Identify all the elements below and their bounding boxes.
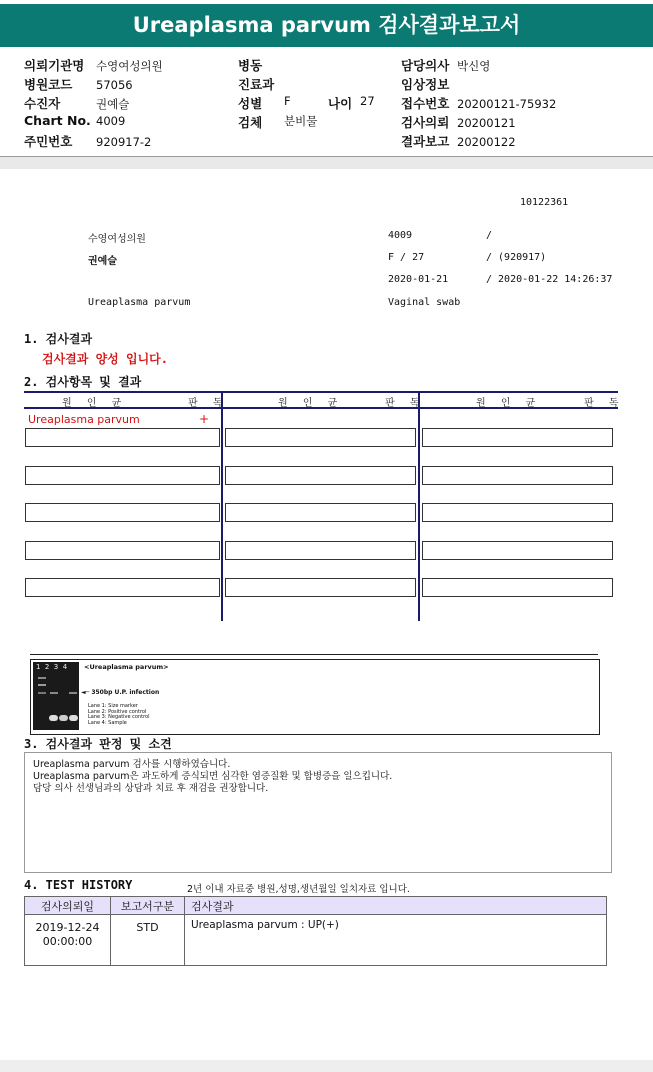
opinion-box xyxy=(24,752,612,873)
gel-legend-item: Lane 3: Negative control xyxy=(88,714,150,720)
section3-heading: 3. 검사결과 판정 및 소견 xyxy=(24,737,172,751)
opinion-line: Ureaplasma parvum 검사를 시행하였습니다. xyxy=(33,759,231,770)
doc-birth: / (920917) xyxy=(486,252,547,263)
section1-heading: 1. 검사결과 xyxy=(24,332,93,346)
history-result: Ureaplasma parvum : UP(+) xyxy=(185,915,607,966)
result-cell xyxy=(25,428,220,447)
result-cell xyxy=(422,578,613,597)
col-judge-2: 판 독 xyxy=(385,398,426,409)
value-report-date: 20200122 xyxy=(457,135,516,149)
gel-band xyxy=(59,715,68,721)
gel-legend xyxy=(88,704,150,726)
result-cell xyxy=(422,428,613,447)
table-col-divider-1 xyxy=(221,391,223,621)
doc-received: 2020-01-21 xyxy=(388,274,449,285)
label-resident-no: 주민번호 xyxy=(24,134,73,149)
result-cell xyxy=(25,578,220,597)
value-receipt-no: 20200121-75932 xyxy=(457,97,557,111)
doc-sex-age: F / 27 xyxy=(388,252,425,263)
label-ward: 병동 xyxy=(238,58,263,73)
value-doctor: 박신영 xyxy=(457,59,491,73)
value-specimen: 분비물 xyxy=(284,114,318,128)
gel-legend-item: Lane 2: Positive control xyxy=(88,708,147,715)
col-pathogen-2: 원 인 균 xyxy=(278,398,344,409)
result-cell xyxy=(25,541,220,560)
label-doctor: 담당의사 xyxy=(401,58,450,73)
opinion-line: 담당 의사 선생님과의 상담과 치료 후 재검을 권장합니다. xyxy=(33,783,269,794)
result-cell xyxy=(422,466,613,485)
history-note: 2년 이내 자료중 병원,성명,생년월일 일치자료 입니다. xyxy=(187,884,410,895)
value-request-date: 20200121 xyxy=(457,116,516,130)
label-receipt-no: 접수번호 xyxy=(401,96,450,111)
result-cell xyxy=(25,503,220,522)
doc-slash: / xyxy=(486,230,493,241)
result-cell xyxy=(225,428,416,447)
label-dept: 진료과 xyxy=(238,77,275,92)
doc-reported: / 2020-01-22 14:26:37 xyxy=(486,274,613,285)
value-sex: F xyxy=(284,94,291,108)
report-title: Ureaplasma parvum 검사결과보고서 xyxy=(0,4,653,47)
history-type: STD xyxy=(111,915,185,966)
history-table xyxy=(24,896,607,966)
doc-patient: 권예슬 xyxy=(88,256,117,267)
result-pathogen: Ureaplasma parvum xyxy=(28,413,140,426)
table-col-divider-2 xyxy=(418,391,420,621)
result-cell xyxy=(225,578,416,597)
gel-image xyxy=(33,662,79,730)
result-cell xyxy=(225,541,416,560)
col-judge-3: 판 독 xyxy=(584,398,625,409)
label-chart-no: Chart No. xyxy=(24,113,91,128)
result-cell xyxy=(225,503,416,522)
table-top-rule xyxy=(24,391,618,393)
header-col3 xyxy=(401,56,556,151)
history-date: 2019-12-24 xyxy=(35,921,100,934)
doc-test-name: Ureaplasma parvum xyxy=(88,297,191,308)
label-request-date: 검사의뢰 xyxy=(401,115,450,130)
value-requester: 수영여성의원 xyxy=(96,59,163,73)
header-col2 xyxy=(238,56,388,132)
result-judge: + xyxy=(199,412,210,426)
result-cell xyxy=(225,466,416,485)
doc-chart-no: 4009 xyxy=(388,230,413,241)
history-time: 00:00:00 xyxy=(42,935,93,948)
gel-top-rule xyxy=(30,654,598,655)
opinion-line: Ureaplasma parvum은 과도하게 증식되면 심각한 염증질환 및 합병증을 일으킵니다. xyxy=(33,771,393,782)
doc-hospital: 수영여성의원 xyxy=(88,234,146,245)
label-hospital-code: 병원코드 xyxy=(24,77,73,92)
value-resident-no: 920917-2 xyxy=(96,135,152,149)
value-age: 27 xyxy=(360,94,375,108)
footer-band xyxy=(0,1060,653,1072)
label-requester: 의뢰기관명 xyxy=(24,58,85,73)
section1-result: 검사결과 양성 입니다. xyxy=(42,352,169,366)
gel-band xyxy=(49,715,58,721)
value-patient: 권예슬 xyxy=(96,97,130,111)
header-band xyxy=(0,157,653,169)
doc-specimen: Vaginal swab xyxy=(388,297,461,308)
gel-title: <Ureaplasma parvum> xyxy=(84,663,169,671)
gel-band-label: ◄─ 350bp U.P. infection xyxy=(81,689,160,696)
result-cell xyxy=(422,503,613,522)
label-sex: 성별 xyxy=(238,96,263,111)
gel-legend-item: Lane 1: Size marker xyxy=(88,703,138,709)
col-judge-1: 판 독 xyxy=(188,398,229,409)
header-col1 xyxy=(24,56,163,151)
history-row xyxy=(25,915,607,966)
gel-figure xyxy=(30,659,600,735)
report-id: 10122361 xyxy=(520,197,569,208)
history-col-result: 검사결과 xyxy=(185,897,607,915)
value-hospital-code: 57056 xyxy=(96,78,133,92)
section2-heading: 2. 검사항목 및 결과 xyxy=(24,375,142,389)
label-report-date: 결과보고 xyxy=(401,134,450,149)
gel-legend-item: Lane 4: Sample xyxy=(88,719,127,726)
label-specimen: 검체 xyxy=(238,115,263,130)
history-col-type: 보고서구분 xyxy=(111,897,185,915)
gel-band xyxy=(50,692,58,694)
gel-lane-numbers: 1 2 3 4 xyxy=(36,663,68,671)
result-cell xyxy=(25,466,220,485)
history-col-date: 검사의뢰일 xyxy=(25,897,111,915)
gel-band xyxy=(69,692,77,694)
gel-band xyxy=(38,684,46,686)
col-pathogen-3: 원 인 균 xyxy=(476,398,542,409)
section4-heading: 4. TEST HISTORY xyxy=(24,878,133,892)
gel-band xyxy=(69,715,78,721)
result-cell xyxy=(422,541,613,560)
gel-band xyxy=(38,677,46,679)
label-age: 나이 xyxy=(328,96,353,111)
gel-band xyxy=(38,692,46,694)
label-clinical-info: 임상정보 xyxy=(401,77,450,92)
col-pathogen-1: 원 인 균 xyxy=(62,398,128,409)
label-patient: 수진자 xyxy=(24,96,61,111)
history-date-cell xyxy=(25,915,111,966)
value-chart-no: 4009 xyxy=(96,114,126,128)
